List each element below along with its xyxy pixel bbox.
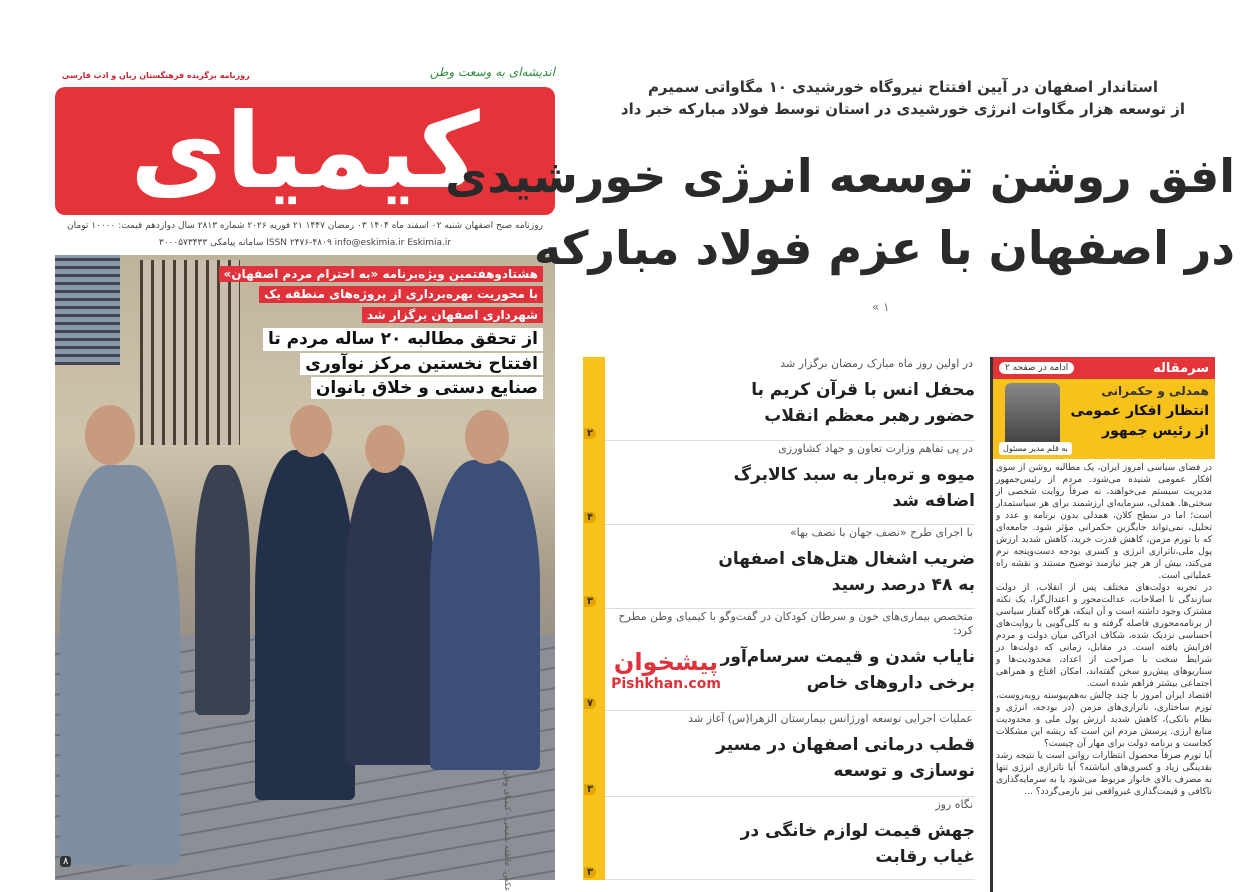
logo-text: کیمیای [130, 90, 480, 212]
editorial-paragraph: در تجربه دولت‌های مختلف پس از انقلاب، از دولت سازندگی تا اصلاحات، عدالت‌محور و اعتدال‌گرا، یک نکته مشترک وجود داشته است و آن اینکه، هرگاه گفتار سیاسی از برنامه‌محوری فاصله گرفته و به کلی‌گویی یا روایت‌های احساسی نزدیک شده، شکاف ادراکی میان دولت و مردم افزایش یافته است. در مقابل، زمانی که دولت‌ها در شرایط سخت با صراحت از اعداد، محدودیت‌ها و سناریوهای پیش‌رو سخن گفته‌اند، امکان اقناع و همراهی اجتماعی بیشتر فراهم شده است. [996, 583, 1212, 689]
photo-story [193, 263, 543, 401]
lead-kicker [568, 76, 1238, 120]
lead-page-reference[interactable]: « ۱ [872, 300, 890, 314]
award-line: روزنامه برگزیده فرهنگستان زبان و ادب فارسی [62, 71, 250, 80]
editorial-subtitle: همدلی و حکمرانی [1101, 384, 1209, 398]
news-item[interactable] [605, 357, 975, 441]
news-item[interactable] [605, 712, 975, 797]
author-photo [1005, 383, 1060, 443]
person [345, 465, 435, 765]
photo-kicker: با محوریت بهره‌برداری از پروژه‌های منطقه یک [259, 286, 543, 302]
slogan: اندیشه‌ای به وسعت وطن [429, 65, 555, 79]
news-kicker: متخصص بیماری‌های خون و سرطان کودکان در گفت‌وگو با کیمیای وطن مطرح کرد: [618, 610, 973, 637]
lead-headline-line: افق روشن توسعه انرژی خورشیدی [445, 149, 1235, 203]
author-label: به قلم مدیر مسئول [999, 442, 1072, 455]
editorial-header [993, 357, 1215, 379]
photo-kicker: هشتادوهفتمین ویژه‌برنامه «به احترام مردم اصفهان» [219, 266, 543, 282]
news-page-reference[interactable]: ۳ [584, 867, 596, 878]
lead-kicker-line: استاندار اصفهان در آیین افتتاح نیروگاه خورشیدی ۱۰ مگاواتی سمیرم [647, 78, 1159, 96]
editorial-title-line: انتظار افکار عمومی [1070, 403, 1209, 419]
awning [55, 255, 120, 365]
photo-headline: افتتاح نخستین مرکز نوآوری [300, 353, 543, 375]
editorial [990, 357, 1215, 892]
page-reference[interactable]: ۸ [60, 856, 71, 867]
editorial-paragraph: اقتصاد ایران امروز با چند چالش به‌هم‌پیوسته روبه‌روست، تورم ساختاری، ناترازی‌های مزمن (در بودجه، انرژی و نظام بانکی)، کاهش شدید ارزش پول ملی و محدودیت منابع ارزی. پرسش مردم این است که ریشه این مشکلات کجاست و برنامه دولت برای مهار آن چیست؟ [996, 691, 1212, 749]
news-headline: میوه و تره‌بار به سبد کالابرگ اضافه شد [733, 465, 975, 511]
editorial-section: سرمقاله [1153, 360, 1209, 376]
editorial-title-box [993, 379, 1215, 459]
news-item[interactable] [605, 442, 975, 525]
person [255, 450, 355, 800]
watermark-en: Pishkhan.com [611, 676, 721, 692]
photo-headline: از تحقق مطالبه ۲۰ ساله مردم تا [263, 328, 543, 350]
page-number: ۱ [883, 300, 890, 314]
lead-kicker-line: از توسعه هزار مگاوات انرژی خورشیدی در استان توسط فولاد مبارکه خبر داد [620, 100, 1186, 118]
editorial-title[interactable] [1071, 401, 1209, 441]
news-page-reference[interactable]: ۴ [584, 512, 596, 523]
news-kicker: با اجرای طرح «نصف جهان با نصف بها» [789, 526, 973, 539]
photo-caption: عکس: عاطفه شفیعی - کیمیای وطن [503, 770, 512, 892]
editorial-title-line: از رئیس جمهور [1102, 423, 1209, 439]
news-kicker: در پی تفاهم وزارت تعاون و جهاد کشاورزی [778, 442, 973, 455]
person-head [365, 425, 405, 473]
news-headline: ضریب اشغال هتل‌های اصفهان به ۴۸ درصد رسید [718, 549, 975, 595]
continued-link[interactable]: ادامه در صفحه ۲ [999, 362, 1074, 374]
photo-headline: صنایع دستی و خلاق بانوان [311, 377, 543, 399]
person-head [465, 410, 509, 464]
person [430, 460, 540, 770]
person [60, 465, 180, 865]
watermark [610, 648, 722, 692]
news-kicker: در اولین روز ماه مبارک رمضان برگزار شد [780, 357, 973, 370]
news-page-reference[interactable]: ۳ [584, 784, 596, 795]
news-headline: جهش قیمت لوازم خانگی در غیاب رقابت [740, 821, 975, 867]
news-page-reference[interactable]: ۳ [584, 596, 596, 607]
lead-headline[interactable] [445, 140, 1235, 284]
watermark-fa: پیشخوان [613, 648, 719, 676]
person [195, 465, 250, 715]
front-photo [55, 255, 555, 880]
news-page-reference[interactable]: ۲ [584, 428, 596, 439]
person-head [85, 405, 135, 465]
issue-info: روزنامه صبح اصفهان شنبه ۰۲ اسفند ماه ۱۴۰۴ ۰۳ رمضان ۱۴۴۷ ۲۱ فوریه ۲۰۲۶ شماره ۲۸۱۳ سال دوازدهم قیمت: ۱۰۰۰۰ تومان [67, 221, 543, 231]
news-kicker: نگاه روز [935, 798, 973, 811]
photo-kicker: شهرداری اصفهان برگزار شد [362, 307, 543, 323]
contact-info: ISSN ۲۴۷۶-۴۸۰۹ info@eskimia.ir Eskimia.ir سامانه پیامکی ۳۰۰۰۵۷۳۴۳۳ [158, 238, 452, 248]
editorial-paragraph: آیا تورم صرفاً محصول انتظارات روانی است یا نتیجه رشد نقدینگی زیاد و کسری‌های انباشته؟ آیا ناترازی انرژی تنها به مصرف بالای خانوار مربوط می‌شود یا به سرمایه‌گذاری ناکافی و قیمت‌گذاری غیرواقعی نیز بازمی‌گردد؟ ... [996, 751, 1212, 797]
news-headline: نایاب شدن و قیمت سرسام‌آور برخی داروهای خاص [720, 647, 975, 693]
news-item[interactable] [605, 526, 975, 609]
person-head [290, 405, 332, 457]
news-headline: قطب درمانی اصفهان در مسیر نوسازی و توسعه [716, 735, 975, 781]
news-item[interactable] [605, 798, 975, 880]
news-page-reference[interactable]: ۷ [584, 698, 596, 709]
news-kicker: عملیات اجرایی توسعه اورژانس بیمارستان الزهرا(س) آغاز شد [688, 712, 973, 725]
editorial-body [993, 459, 1215, 798]
lead-headline-line: در اصفهان با عزم فولاد مبارکه [533, 221, 1235, 275]
editorial-paragraph: در فضای سیاسی امروز ایران، یک مطالبه روشن از سوی افکار عمومی شنیده می‌شود. مردم از رئیس‌جمهور مدیریت سیستم می‌خواهند، نه صرفاً روایت شخصی از سختی‌ها. همدلی، سرمایه‌ای ارزشمند برای هر سیاستمدار است؛ اما در سطح کلان، همدلی بدون برنامه و عدد و تحلیل، نمی‌تواند جایگزین حکمرانی مؤثر شود. جامعه‌ای که با تورم مزمن، کاهش قدرت خرید، کاهش شدید ارزش پول ملی،ناترازی انرژی و کسری بودجه دست‌وپنجه نرم می‌کند، بیش از هر چیز نیازمند توضیح مستند و نقشه راه عملیاتی است. [996, 463, 1212, 581]
news-headline: محفل انس با قرآن کریم با حضور رهبر معظم انقلاب [751, 380, 975, 426]
